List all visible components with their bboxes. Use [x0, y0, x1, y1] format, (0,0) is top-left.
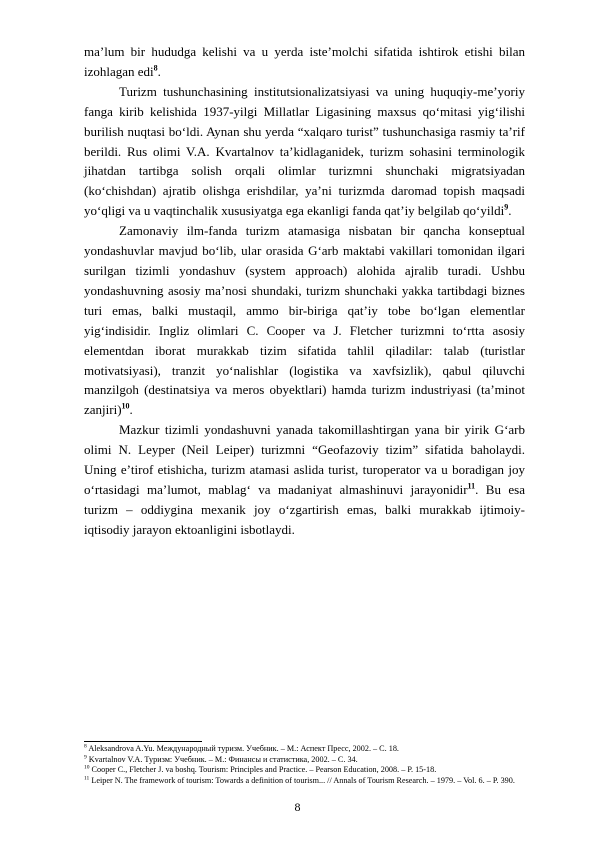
paragraph-tail: . — [157, 63, 161, 79]
paragraph-tail: . — [129, 402, 133, 418]
footnote-text: Leiper N. The framework of tourism: Towards a definition of tourism... // Annals of Tourism Research. – 1979. – Vol. 6. – P. 390. — [91, 775, 515, 785]
footnotes — [84, 744, 525, 786]
paragraph-2 — [84, 82, 525, 221]
page-number: 8 — [294, 800, 301, 814]
paragraph-text: Turizm tushunchasining institutsionalizatsiyasi va uning huquqiy-meʼyoriy fanga kirib kelishida 1937-yilgi Millatlar Ligasining maxsus qoʻmitasi yigʻilishi burilish nuqtasi boʻldi. Aynan shu yerda “xalqaro turist” tushunchasiga rasmiy taʼrif berildi. Rus olimi V.A. Kvartalnov taʼkidlaganidek, turizm sohasini terminologik jihatdan tartibga solish orqali olimlar turizmni shunchaki migratsiyadan (koʻchishdan) ajratib olishga erishdilar, yaʼni turizmda daromad topish maqsadi yoʻqligi va u vaqtinchalik xususiyatga ega ekanligi fanda qatʼiy belgilab qoʻyildi — [84, 83, 525, 219]
footnote-number: 11 — [84, 775, 90, 782]
footnote-10 — [84, 765, 525, 776]
footnote-text: Cooper C., Fletcher J. va boshq. Tourism: Principles and Practice. – Pearson Education, 2008. – P. 15-18. — [91, 765, 437, 775]
footnote-ref-10[interactable]: 10 — [121, 401, 130, 411]
footnote-ref-9[interactable]: 9 — [504, 202, 509, 212]
paragraph-tail: . Bu esa turizm – oddiygina mexanik joy oʻzgartirish emas, balki murakkab ijtimoiy-iqtisodiy jarayon ektoanligini isbotlaydi. — [84, 481, 525, 537]
footnote-number: 10 — [84, 764, 90, 771]
footnote-text: Kvartalnov V.A. Туризм: Учебник. – М.: Финансы и статистика, 2002. – С. 34. — [88, 754, 358, 764]
paragraph-text: Mazkur tizimli yondashuvni yanada takomillashtirgan yana bir yirik Gʻarb olimi N. Leyper (Neil Leiper) turizmni “Geofazoviy tizim” sifatida baholaydi. Uning eʼtirof etishicha, turizm atamasi aslida turist, turoperator va u boradigan joy oʻrtasidagi maʼlumot, mablagʻ va madaniyat almashinuvi jarayonidir — [84, 422, 525, 497]
footnote-8 — [84, 744, 525, 755]
footnote-9 — [84, 755, 525, 766]
paragraph-4 — [84, 420, 525, 539]
paragraph-text: Zamonaviy ilm-fanda turizm atamasiga nisbatan bir qancha konseptual yondashuvlar mavjud boʻlib, ular orasida Gʻarb maktabi vakillari tomonidan ilgari surilgan tizimli yondashuv (system approach) alohida ajralib turadi. Ushbu yondashuvning asosiy maʼnosi shundaki, turizm shunchaki yakka tartibdagi biznes turi emas, balki mustaqil, ammo bir-biriga qatʼiy tobe boʻlgan elementlar yigʻindisidir. Ingliz olimlari C. Cooper va J. Fletcher turizmni toʻrtta asosiy elementdan iborat murakkab tizim sifatida tahlil qiladilar: talab (turistlar motivatsiyasi), tranzit yoʻnalishlar (logistika va xavfsizlik), qabul qiluvchi manzilgoh (destinatsiya va meros obyektlari) hamda turizm industriyasi (taʼminot zanjiri) — [84, 223, 525, 418]
page-body — [84, 42, 525, 540]
paragraph-3 — [84, 221, 525, 420]
paragraph-text: maʼlum bir hududga kelishi va u yerda isteʼmolchi sifatida ishtirok etishi bilan izohlagan edi — [84, 44, 525, 79]
footnote-11 — [84, 776, 525, 787]
footnote-number: 9 — [84, 753, 87, 760]
footnote-text: Aleksandrova A.Yu. Международный туризм. Учебник. – М.: Аспект Пресс, 2002. – С. 18. — [88, 744, 399, 753]
paragraph-tail: . — [508, 203, 512, 219]
footnote-number: 8 — [84, 743, 87, 750]
paragraph-1 — [84, 42, 525, 82]
footnote-divider — [84, 741, 202, 742]
footnote-ref-8[interactable]: 8 — [153, 63, 158, 73]
footnote-ref-11[interactable]: 11 — [467, 481, 476, 491]
